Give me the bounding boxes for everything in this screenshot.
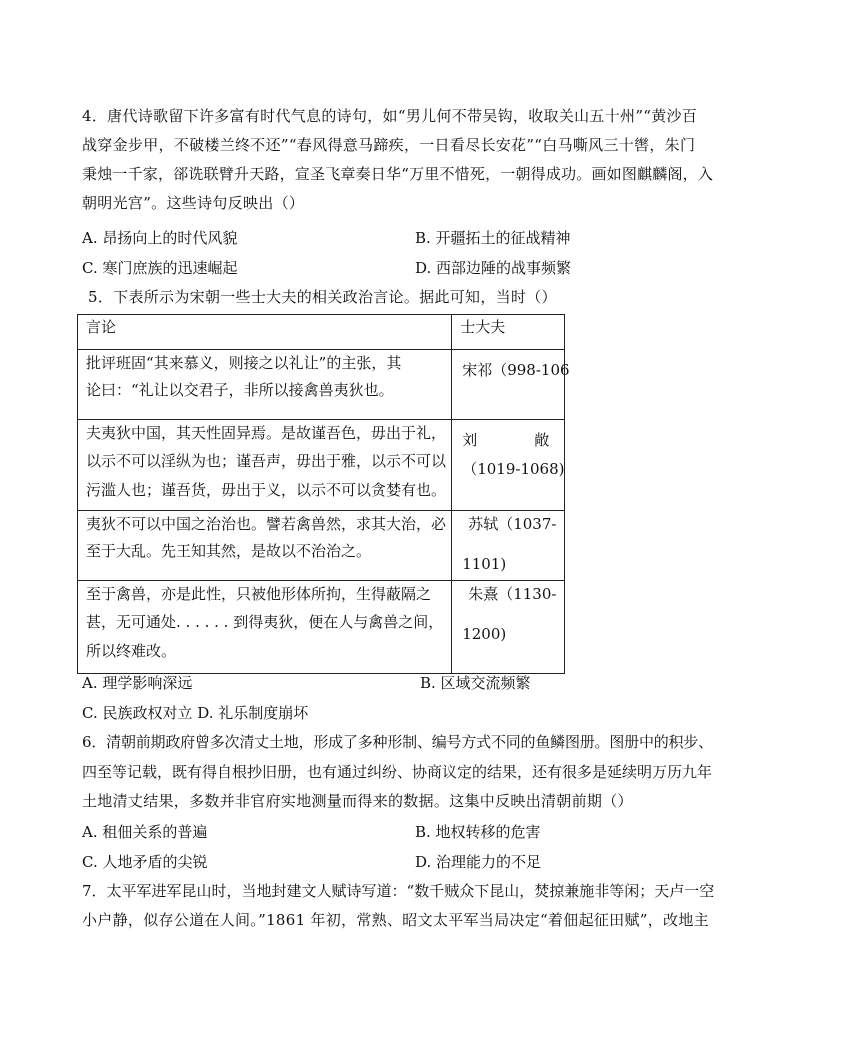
row4-author-dates: 1200): [462, 625, 507, 643]
q4-stem-line-2: 战穿金步甲，不破楼兰终不还”“春风得意马蹄疾，一日看尽长安花”“白马嘶风三十辔，朱门: [82, 136, 696, 154]
q6-option-a[interactable]: A. 租佃关系的普遍: [82, 823, 208, 841]
table-row: [78, 420, 565, 511]
row4-speech-line: 至于禽兽，亦是此性，只被他形体所拘，生得蔽隔之: [86, 585, 432, 603]
q6-option-b[interactable]: B. 地权转移的危害: [415, 823, 541, 841]
row2-speech-line: 污滥人也；谨吾货，毋出于义，以示不可以贪婪有也。: [86, 481, 447, 499]
q6-option-d[interactable]: D. 治理能力的不足: [415, 853, 542, 871]
row2-author-dates: （1019-1068): [462, 460, 565, 478]
table-row: [78, 581, 565, 674]
table-row: [78, 511, 565, 581]
table-header-row: [78, 315, 565, 350]
header-author: 士大夫: [460, 318, 506, 336]
row2-author-part: 刘: [462, 431, 478, 449]
q4-option-b[interactable]: B. 开疆拓土的征战精神: [415, 229, 571, 247]
q6-stem-line-1: 6．清朝前期政府曾多次清丈土地，形成了多种形制、编号方式不同的鱼鳞图册。图册中的积步、: [82, 733, 713, 751]
q7-stem-line-2: 小户静，似存公道在人间。”1861 年初，常熟、昭文太平军当局决定“着佃起征田赋”，改地主: [82, 911, 709, 929]
q7-stem-line-1: 7．太平军进军昆山时，当地封建文人赋诗写道：“数千贼众下昆山，焚掠兼施非等闲；天卢一空: [82, 882, 715, 900]
q5-option-b[interactable]: B. 区域交流频繁: [420, 674, 531, 692]
row1-author: 宋祁（998-106: [462, 361, 570, 379]
row4-speech-line: 甚，无可通处. . . . . . 到得夷狄，便在人与禽兽之间，: [86, 613, 444, 631]
row2-author-part: 敞: [534, 431, 550, 449]
row3-author: 苏轼（1037-: [468, 515, 557, 533]
q6-stem-line-2: 四至等记载，既有得自根抄旧册，也有通过纠纷、协商议定的结果，还有很多是延续明万历九年: [82, 763, 713, 781]
q5-table: [77, 314, 570, 674]
q5-stem: 5．下表所示为宋朝一些士大夫的相关政治言论。据此可知，当时（）: [88, 288, 557, 306]
q4-option-c[interactable]: C. 寒门庶族的迅速崛起: [82, 259, 238, 277]
row3-speech-line: 至于大乱。先王知其然，是故以不治治之。: [86, 542, 372, 560]
q6-option-c[interactable]: C. 人地矛盾的尖锐: [82, 853, 208, 871]
row4-speech-line: 所以终难改。: [86, 642, 177, 660]
header-speech: 言论: [86, 318, 117, 336]
q4-stem-line-3: 秉烛一千家，郤诜联臂升天路，宣圣飞章奏日华“万里不惜死，一朝得成功。画如图麒麟阁，入: [82, 165, 714, 183]
row1-speech-line: 批评班固“其来慕义，则接之以礼让”的主张，其: [86, 354, 402, 372]
q4-stem-line-1: 4．唐代诗歌留下许多富有时代气息的诗句，如“男儿何不带吴钩，收取关山五十州”“黄沙百: [82, 107, 698, 125]
row4-author: 朱熹（1130-: [468, 585, 557, 603]
row2-speech-line: 夫夷狄中国，其天性固异焉。是故谨吾色，毋出于礼，: [86, 424, 447, 442]
q4-option-a[interactable]: A. 昂扬向上的时代风貌: [82, 229, 238, 247]
q5-option-a[interactable]: A. 理学影响深远: [82, 674, 193, 692]
row1-speech-line: 论曰：“礼让以交君子，非所以接禽兽夷狄也。: [86, 381, 394, 399]
q6-stem-line-3: 土地清丈结果，多数并非官府实地测量而得来的数据。这集中反映出清朝前期（）: [82, 792, 633, 810]
q4-stem-line-4: 朝明光宫”。这些诗句反映出（）: [82, 194, 305, 212]
q4-option-d[interactable]: D. 西部边陲的战事频繁: [415, 259, 572, 277]
row2-speech-line: 以示不可以淫纵为也；谨吾声，毋出于雅，以示不可以: [86, 452, 447, 470]
row3-speech-line: 夷狄不可以中国之治治也。譬若禽兽然，求其大治，必: [86, 515, 447, 533]
q5-option-cd[interactable]: C. 民族政权对立 D. 礼乐制度崩坏: [82, 704, 309, 722]
row3-author-dates: 1101): [462, 555, 507, 573]
table-row: [78, 350, 565, 420]
